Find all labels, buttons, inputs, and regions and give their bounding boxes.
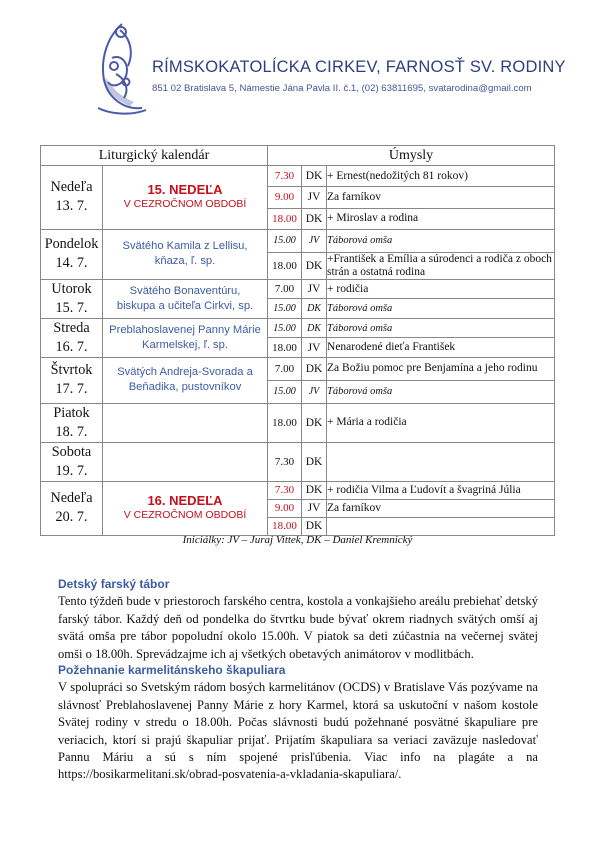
- mass-priest: JV: [302, 229, 327, 252]
- mass-time: 15.00: [268, 299, 302, 319]
- table-row: [41, 481, 555, 499]
- mass-priest: JV: [302, 338, 327, 358]
- camp-section: [58, 576, 538, 663]
- mass-time: 18.00: [268, 338, 302, 358]
- day-name: Nedeľa: [50, 179, 93, 196]
- celebration-title: Svätého Kamila z Lellisu, kňaza, ľ. sp.: [122, 240, 248, 268]
- mass-time: 18.00: [268, 208, 302, 229]
- mass-priest: DK: [302, 318, 327, 338]
- celebration-cell: [103, 279, 268, 318]
- mass-priest: JV: [302, 499, 327, 517]
- mass-intention: Za farníkov: [327, 187, 555, 208]
- day-cell: [41, 279, 103, 318]
- day-name: Piatok: [53, 404, 90, 421]
- day-name: Štvrtok: [50, 362, 93, 379]
- day-date: 20. 7.: [55, 509, 88, 526]
- mass-time: 15.00: [268, 380, 302, 403]
- celebration-title: Svätých Andreja-Svorada a Beňadika, pustovníkov: [117, 366, 253, 394]
- mass-intention: +František a Emília a súrodenci a rodiča z oboch strán a ostatná rodina: [327, 252, 555, 279]
- day-cell: [41, 481, 103, 535]
- mass-priest: JV: [302, 187, 327, 208]
- table-row: [41, 229, 555, 252]
- mass-intention: Táborová omša: [327, 299, 555, 319]
- mass-time: 7.30: [268, 442, 302, 481]
- mass-priest: DK: [302, 208, 327, 229]
- mass-priest: DK: [302, 517, 327, 535]
- mass-time: 18.00: [268, 403, 302, 442]
- celebration-subtitle: V CEZROČNOM OBDOBÍ: [123, 198, 247, 211]
- table-row: [41, 318, 555, 338]
- celebration-cell: [103, 357, 268, 403]
- mass-intention: Táborová omša: [327, 380, 555, 403]
- mass-time: 7.00: [268, 357, 302, 380]
- mass-priest: DK: [302, 442, 327, 481]
- mass-intention: Nenarodené dieťa František: [327, 338, 555, 358]
- mass-intention: [327, 517, 555, 535]
- mass-priest: DK: [302, 403, 327, 442]
- day-cell: [41, 357, 103, 403]
- liturgical-calendar-table: [40, 145, 555, 536]
- mass-intention: + Ernest(nedožitých 81 rokov): [327, 166, 555, 187]
- scapular-section: [58, 662, 538, 784]
- celebration-title: Svätého Bonaventúru, biskupa a učiteľa Cirkvi, sp.: [116, 284, 254, 312]
- mass-intention: Za Božiu pomoc pre Benjamína a jeho rodinu: [327, 357, 555, 380]
- mass-time: 7.30: [268, 481, 302, 499]
- day-date: 16. 7.: [55, 338, 88, 355]
- mass-intention: Táborová omša: [327, 318, 555, 338]
- mass-priest: JV: [302, 380, 327, 403]
- mass-time: 7.00: [268, 279, 302, 299]
- day-date: 14. 7.: [55, 255, 88, 272]
- celebration-title: Preblahoslavenej Panny Márie Karmelskej, ľ. sp.: [109, 323, 261, 351]
- mass-time: 15.00: [268, 229, 302, 252]
- mass-priest: DK: [302, 299, 327, 319]
- table-row: [41, 403, 555, 442]
- mass-intention: Táborová omša: [327, 229, 555, 252]
- mass-time: 18.00: [268, 517, 302, 535]
- mass-time: 15.00: [268, 318, 302, 338]
- mass-priest: DK: [302, 252, 327, 279]
- mass-intention: + Miroslav a rodina: [327, 208, 555, 229]
- parish-title: RÍMSKOKATOLÍCKA CIRKEV, FARNOSŤ SV. RODINY: [152, 58, 566, 76]
- table-row: [41, 279, 555, 299]
- celebration-cell: [103, 442, 268, 481]
- mass-priest: DK: [302, 481, 327, 499]
- day-name: Nedeľa: [50, 490, 93, 507]
- column-header-intentions: Úmysly: [268, 146, 555, 166]
- day-date: 13. 7.: [55, 198, 88, 215]
- table-row: [41, 166, 555, 187]
- scapular-text: V spolupráci so Svetským rádom bosých karmelitánov (OCDS) v Bratislave Vás pozývame na slávnosť Preblahoslavenej Panny Márie z hory Karmel, ktorá sa uskutoční v našom kostole Svätej rodiny v stredu o 18.00h. Počas slávnosti budú požehnané posvätné škapuliare pre veriacich, ktorí si prajú škapuliar prijať. Prijatím škapuliara sa veriaci zaväzuje nasledovať Pannu Máriu a sú s ním spojené prisľúbenia. Viac info na plagáte a na https://bosikarmelitani.sk/obrad-posvatenia-a-vkladania-skapuliara/.: [58, 680, 538, 782]
- celebration-title: 16. NEDEĽA: [147, 493, 223, 509]
- camp-heading: Detský farský tábor: [58, 577, 170, 591]
- day-date: 15. 7.: [55, 299, 88, 316]
- day-name: Utorok: [51, 280, 92, 297]
- day-name: Pondelok: [44, 236, 99, 253]
- day-cell: [41, 166, 103, 230]
- day-cell: [41, 403, 103, 442]
- day-date: 18. 7.: [55, 423, 88, 440]
- celebration-cell: [103, 318, 268, 357]
- mass-priest: DK: [302, 357, 327, 380]
- mass-time: 9.00: [268, 187, 302, 208]
- celebration-title: 15. NEDEĽA: [147, 182, 223, 198]
- day-cell: [41, 442, 103, 481]
- holy-family-logo: [90, 18, 152, 118]
- table-row: [41, 357, 555, 380]
- day-date: 17. 7.: [55, 381, 88, 398]
- mass-time: 9.00: [268, 499, 302, 517]
- mass-time: 7.30: [268, 166, 302, 187]
- day-date: 19. 7.: [55, 462, 88, 479]
- mass-time: 18.00: [268, 252, 302, 279]
- initials-note: Iniciálky: JV – Juraj Vittek, DK – Daniel Kremnický: [182, 534, 413, 546]
- day-name: Streda: [53, 319, 90, 336]
- camp-text: Tento týždeň bude v priestoroch farského centra, kostola a vonkajšieho areálu prebiehať detský farský tábor. Každý deň od pondelka do štvrtku bude bývať okrem riadnych svätých omší aj svätá omša pre tábor popoludní okolo 15.00h. V piatok sa deti zúčastnia na večernej svätej omši o 18.00h. Sprevádzajme ich aj všetkých obetavých animátorov v modlitbách.: [58, 594, 538, 661]
- mass-intention: [327, 442, 555, 481]
- mass-intention: + rodičia: [327, 279, 555, 299]
- mass-priest: DK: [302, 166, 327, 187]
- celebration-cell: [103, 481, 268, 535]
- mass-intention: + Mária a rodičia: [327, 403, 555, 442]
- day-name: Sobota: [51, 443, 92, 460]
- celebration-cell: [103, 166, 268, 230]
- table-row: [41, 442, 555, 481]
- mass-priest: JV: [302, 279, 327, 299]
- parish-address: 851 02 Bratislava 5, Námestie Jána Pavla II. č.1, (02) 63811695, svatarodina@gmail.com: [152, 83, 532, 94]
- column-header-calendar: Liturgický kalendár: [41, 146, 268, 166]
- mass-intention: + rodičia Vilma a Ľudovít a švagriná Júlia: [327, 481, 555, 499]
- mass-intention: Za farníkov: [327, 499, 555, 517]
- celebration-cell: [103, 229, 268, 279]
- celebration-subtitle: V CEZROČNOM OBDOBÍ: [123, 509, 247, 522]
- day-cell: [41, 318, 103, 357]
- celebration-cell: [103, 403, 268, 442]
- scapular-heading: Požehnanie karmelitánskeho škapuliara: [58, 663, 286, 677]
- day-cell: [41, 229, 103, 279]
